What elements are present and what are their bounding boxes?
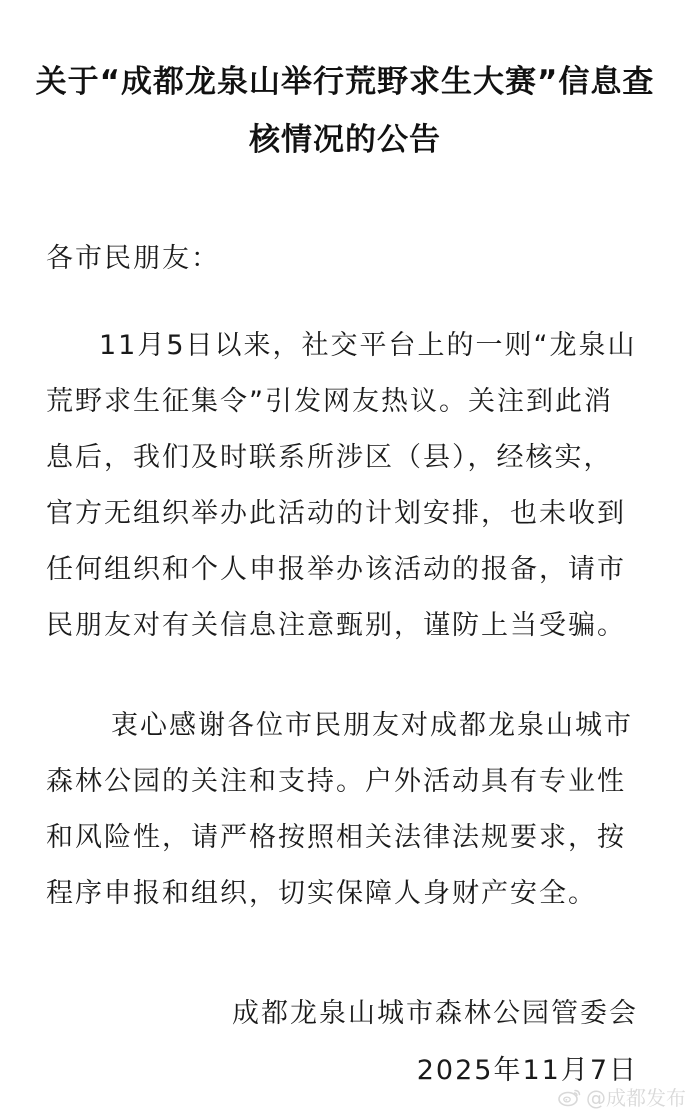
document-title-line-2: 核情况的公告 [249,122,441,158]
weibo-logo-icon [558,1087,582,1107]
paragraph-1-line-5: 任何组织和个人申报举办该活动的报备，请市 [46,554,626,585]
paragraph-1-line-1: 11月5日以来，社交平台上的一则“龙泉山 [99,330,637,361]
paragraph-2-line-2: 森林公园的关注和支持。户外活动具有专业性 [46,766,626,797]
paragraph-1-line-3: 息后，我们及时联系所涉区（县），经核实， [46,442,613,473]
signature: 成都龙泉山城市森林公园管委会 [232,998,638,1029]
watermark [558,1082,686,1111]
paragraph-1-line-4: 官方无组织举办此活动的计划安排，也未收到 [46,498,626,529]
document-date: 2025年11月7日 [416,1055,638,1086]
paragraph-1-line-2: 荒野求生征集令”引发网友热议。关注到此消 [46,386,613,417]
paragraph-2-line-3: 和风险性，请严格按照相关法律法规要求，按 [46,822,626,853]
document-title-line-1: 关于“成都龙泉山举行荒野求生大赛”信息查 [35,64,655,100]
paragraph-2-line-4: 程序申报和组织，切实保障人身财产安全。 [46,878,597,909]
salutation: 各市民朋友： [46,243,220,274]
paragraph-1-line-6: 民朋友对有关信息注意甄别，谨防上当受骗。 [46,610,626,641]
paragraph-2-line-1: 衷心感谢各位市民朋友对成都龙泉山城市 [111,710,633,741]
watermark-text: @成都发布 [586,1086,686,1110]
